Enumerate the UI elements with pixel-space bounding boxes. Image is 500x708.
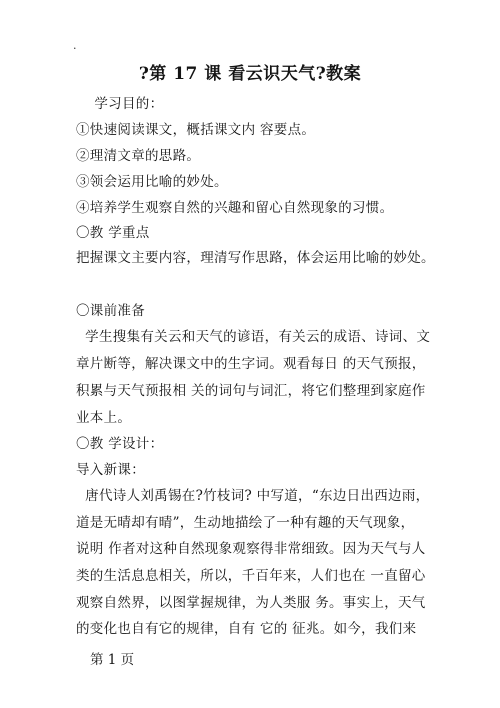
intro-line-6: 的变化也自有它的规律，自有 它的 征兆。如今，我们来	[76, 621, 417, 637]
goal-4: ④培养学生观察自然的兴趣和留心自然现象的习惯。	[76, 200, 394, 216]
intro-line-1: 唐代诗人刘禹锡在?竹枝词? 中写道，“东边日出西边雨，	[76, 488, 430, 504]
stray-dot: .	[73, 39, 77, 52]
preparation-heading: 〇课前准备	[76, 303, 145, 319]
teaching-design-heading: 〇教 学设计：	[76, 436, 164, 452]
goal-3: ③领会运用比喻的妙处。	[76, 174, 228, 190]
preparation-line-4: 业本上。	[76, 410, 132, 426]
intro-line-5: 观察自然界，以图掌握规律，为人类服 务。事实上，天气	[76, 595, 426, 611]
key-points-text: 把握课文主要内容，理清写作思路，体会运用比喻的妙处。	[76, 250, 435, 266]
intro-line-4: 类的生活息息相关，所以，千百年来，人们也在 一直留心	[76, 568, 426, 584]
learning-goals-heading: 学习目的：	[76, 96, 164, 112]
intro-heading: 导入新课：	[76, 462, 145, 478]
document-title: ?第 17 课 看云识天气?教案	[138, 64, 362, 84]
goal-2: ②理清文章的思路。	[76, 148, 201, 164]
goal-1: ①快速阅读课文，概括课文内 容要点。	[76, 122, 316, 138]
intro-line-3: 说明 作者对这种自然现象观察得非常细致。因为天气与人	[76, 541, 426, 557]
key-points-heading: 〇教 学重点	[76, 225, 150, 241]
preparation-line-3: 积累与天气预报相 关的词句与词汇，将它们整理到家庭作	[76, 383, 426, 399]
preparation-line-1: 学生搜集有关云和天气的谚语，有关云的成语、诗词、文	[76, 329, 431, 345]
preparation-line-2: 章片断等，解决课文中的生字词。观看每日 的天气预报，	[76, 356, 426, 372]
page-number: 第 1 页	[90, 652, 135, 668]
intro-line-2: 道是无晴却有晴”，生动地描绘了一种有趣的天气现象，	[76, 515, 415, 531]
